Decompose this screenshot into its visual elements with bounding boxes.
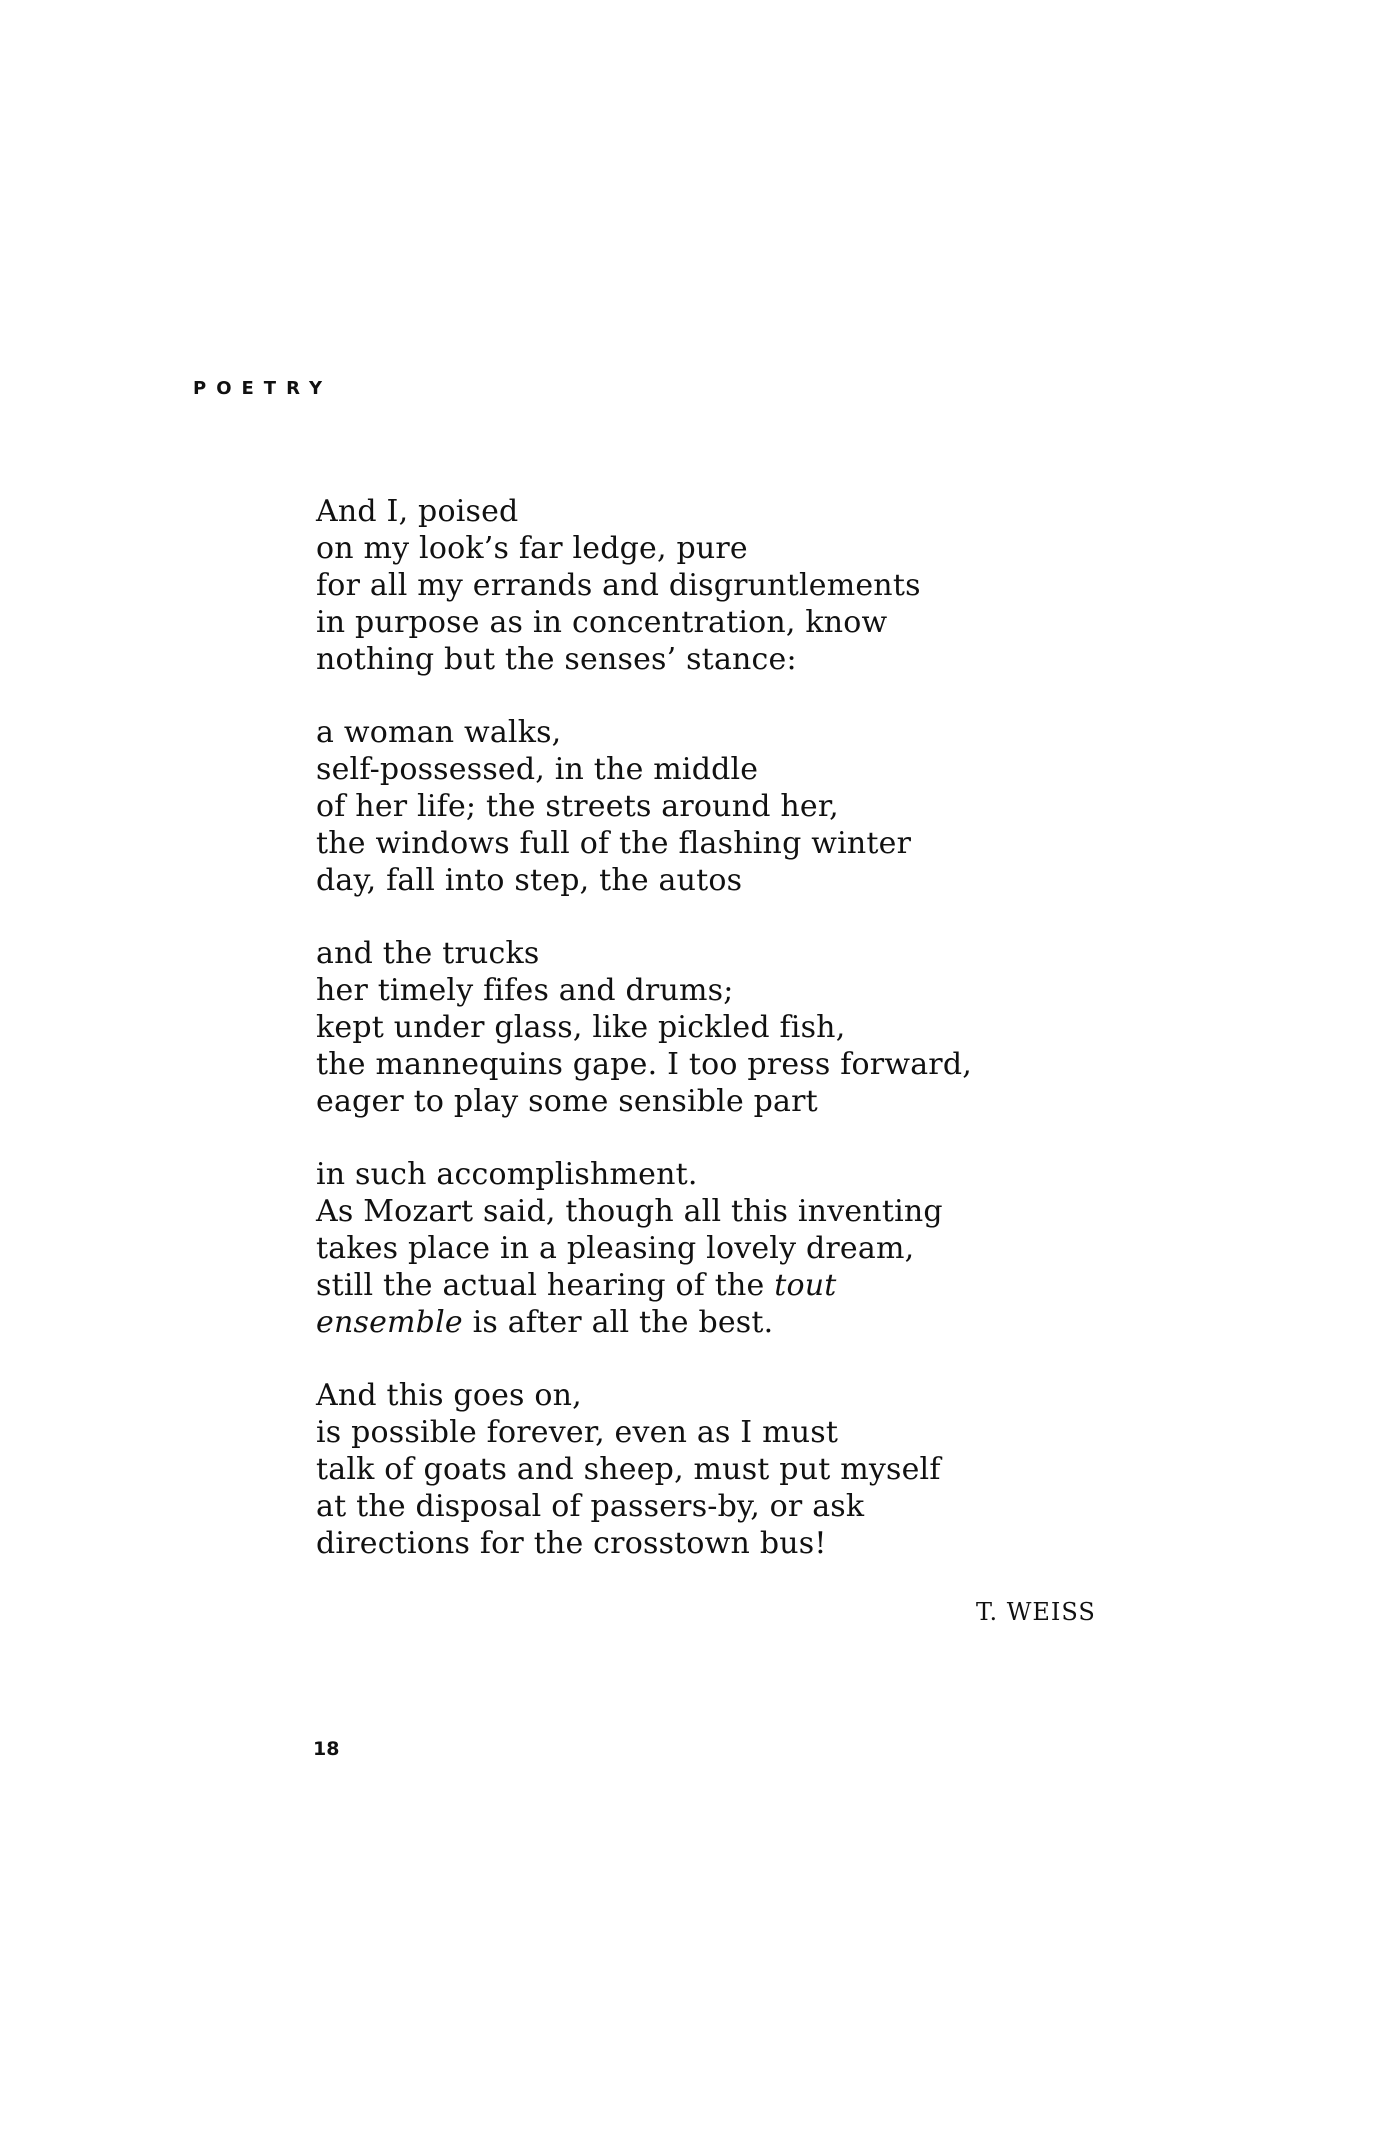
stanza-2 bbox=[316, 714, 1096, 899]
poem-line bbox=[316, 1267, 1096, 1304]
poem-line: talk of goats and sheep, must put myself bbox=[316, 1452, 941, 1487]
poem-line: is possible forever, even as I must bbox=[316, 1415, 839, 1450]
stanza-3 bbox=[316, 935, 1096, 1120]
poem-line: at the disposal of passers-by, or ask bbox=[316, 1489, 865, 1524]
italic-word: ensemble bbox=[316, 1305, 463, 1340]
poem-line: nothing but the senses’ stance: bbox=[316, 642, 797, 677]
poem-line: takes place in a pleasing lovely dream, bbox=[316, 1231, 915, 1266]
author-name: T. WEISS bbox=[976, 1598, 1096, 1626]
poem-line: As Mozart said, though all this inventing bbox=[316, 1194, 943, 1229]
poem-line: kept under glass, like pickled fish, bbox=[316, 1010, 846, 1045]
stanza-4 bbox=[316, 1156, 1096, 1341]
poem-line: and the trucks bbox=[316, 936, 540, 971]
poem-line: the windows full of the flashing winter bbox=[316, 826, 912, 861]
stanza-5 bbox=[316, 1377, 1096, 1562]
page-number: 18 bbox=[313, 1738, 340, 1760]
poem-line: directions for the crosstown bus! bbox=[316, 1526, 827, 1561]
running-head: POETRY bbox=[193, 378, 332, 399]
poem-line bbox=[316, 1304, 1096, 1341]
poem-line: for all my errands and disgruntlements bbox=[316, 568, 921, 603]
poem-line: of her life; the streets around her, bbox=[316, 789, 839, 824]
poem-line: her timely fifes and drums; bbox=[316, 973, 734, 1008]
poem-line: the mannequins gape. I too press forward, bbox=[316, 1047, 972, 1082]
poem-body bbox=[316, 493, 1096, 1598]
poem-line: eager to play some sensible part bbox=[316, 1084, 818, 1119]
poem-line: day, fall into step, the autos bbox=[316, 863, 743, 898]
poem-line: on my look’s far ledge, pure bbox=[316, 531, 748, 566]
poem-line: in purpose as in concentration, know bbox=[316, 605, 888, 640]
poem-line-text: is after all the best. bbox=[462, 1305, 774, 1340]
italic-word: tout bbox=[774, 1268, 837, 1303]
poem-line: self-possessed, in the middle bbox=[316, 752, 759, 787]
poem-line-text: still the actual hearing of the bbox=[316, 1268, 775, 1303]
poem-line: And I, poised bbox=[316, 494, 519, 529]
stanza-1 bbox=[316, 493, 1096, 678]
poem-line: a woman walks, bbox=[316, 715, 562, 750]
poem-line: in such accomplishment. bbox=[316, 1157, 698, 1192]
poem-line: And this goes on, bbox=[316, 1378, 582, 1413]
